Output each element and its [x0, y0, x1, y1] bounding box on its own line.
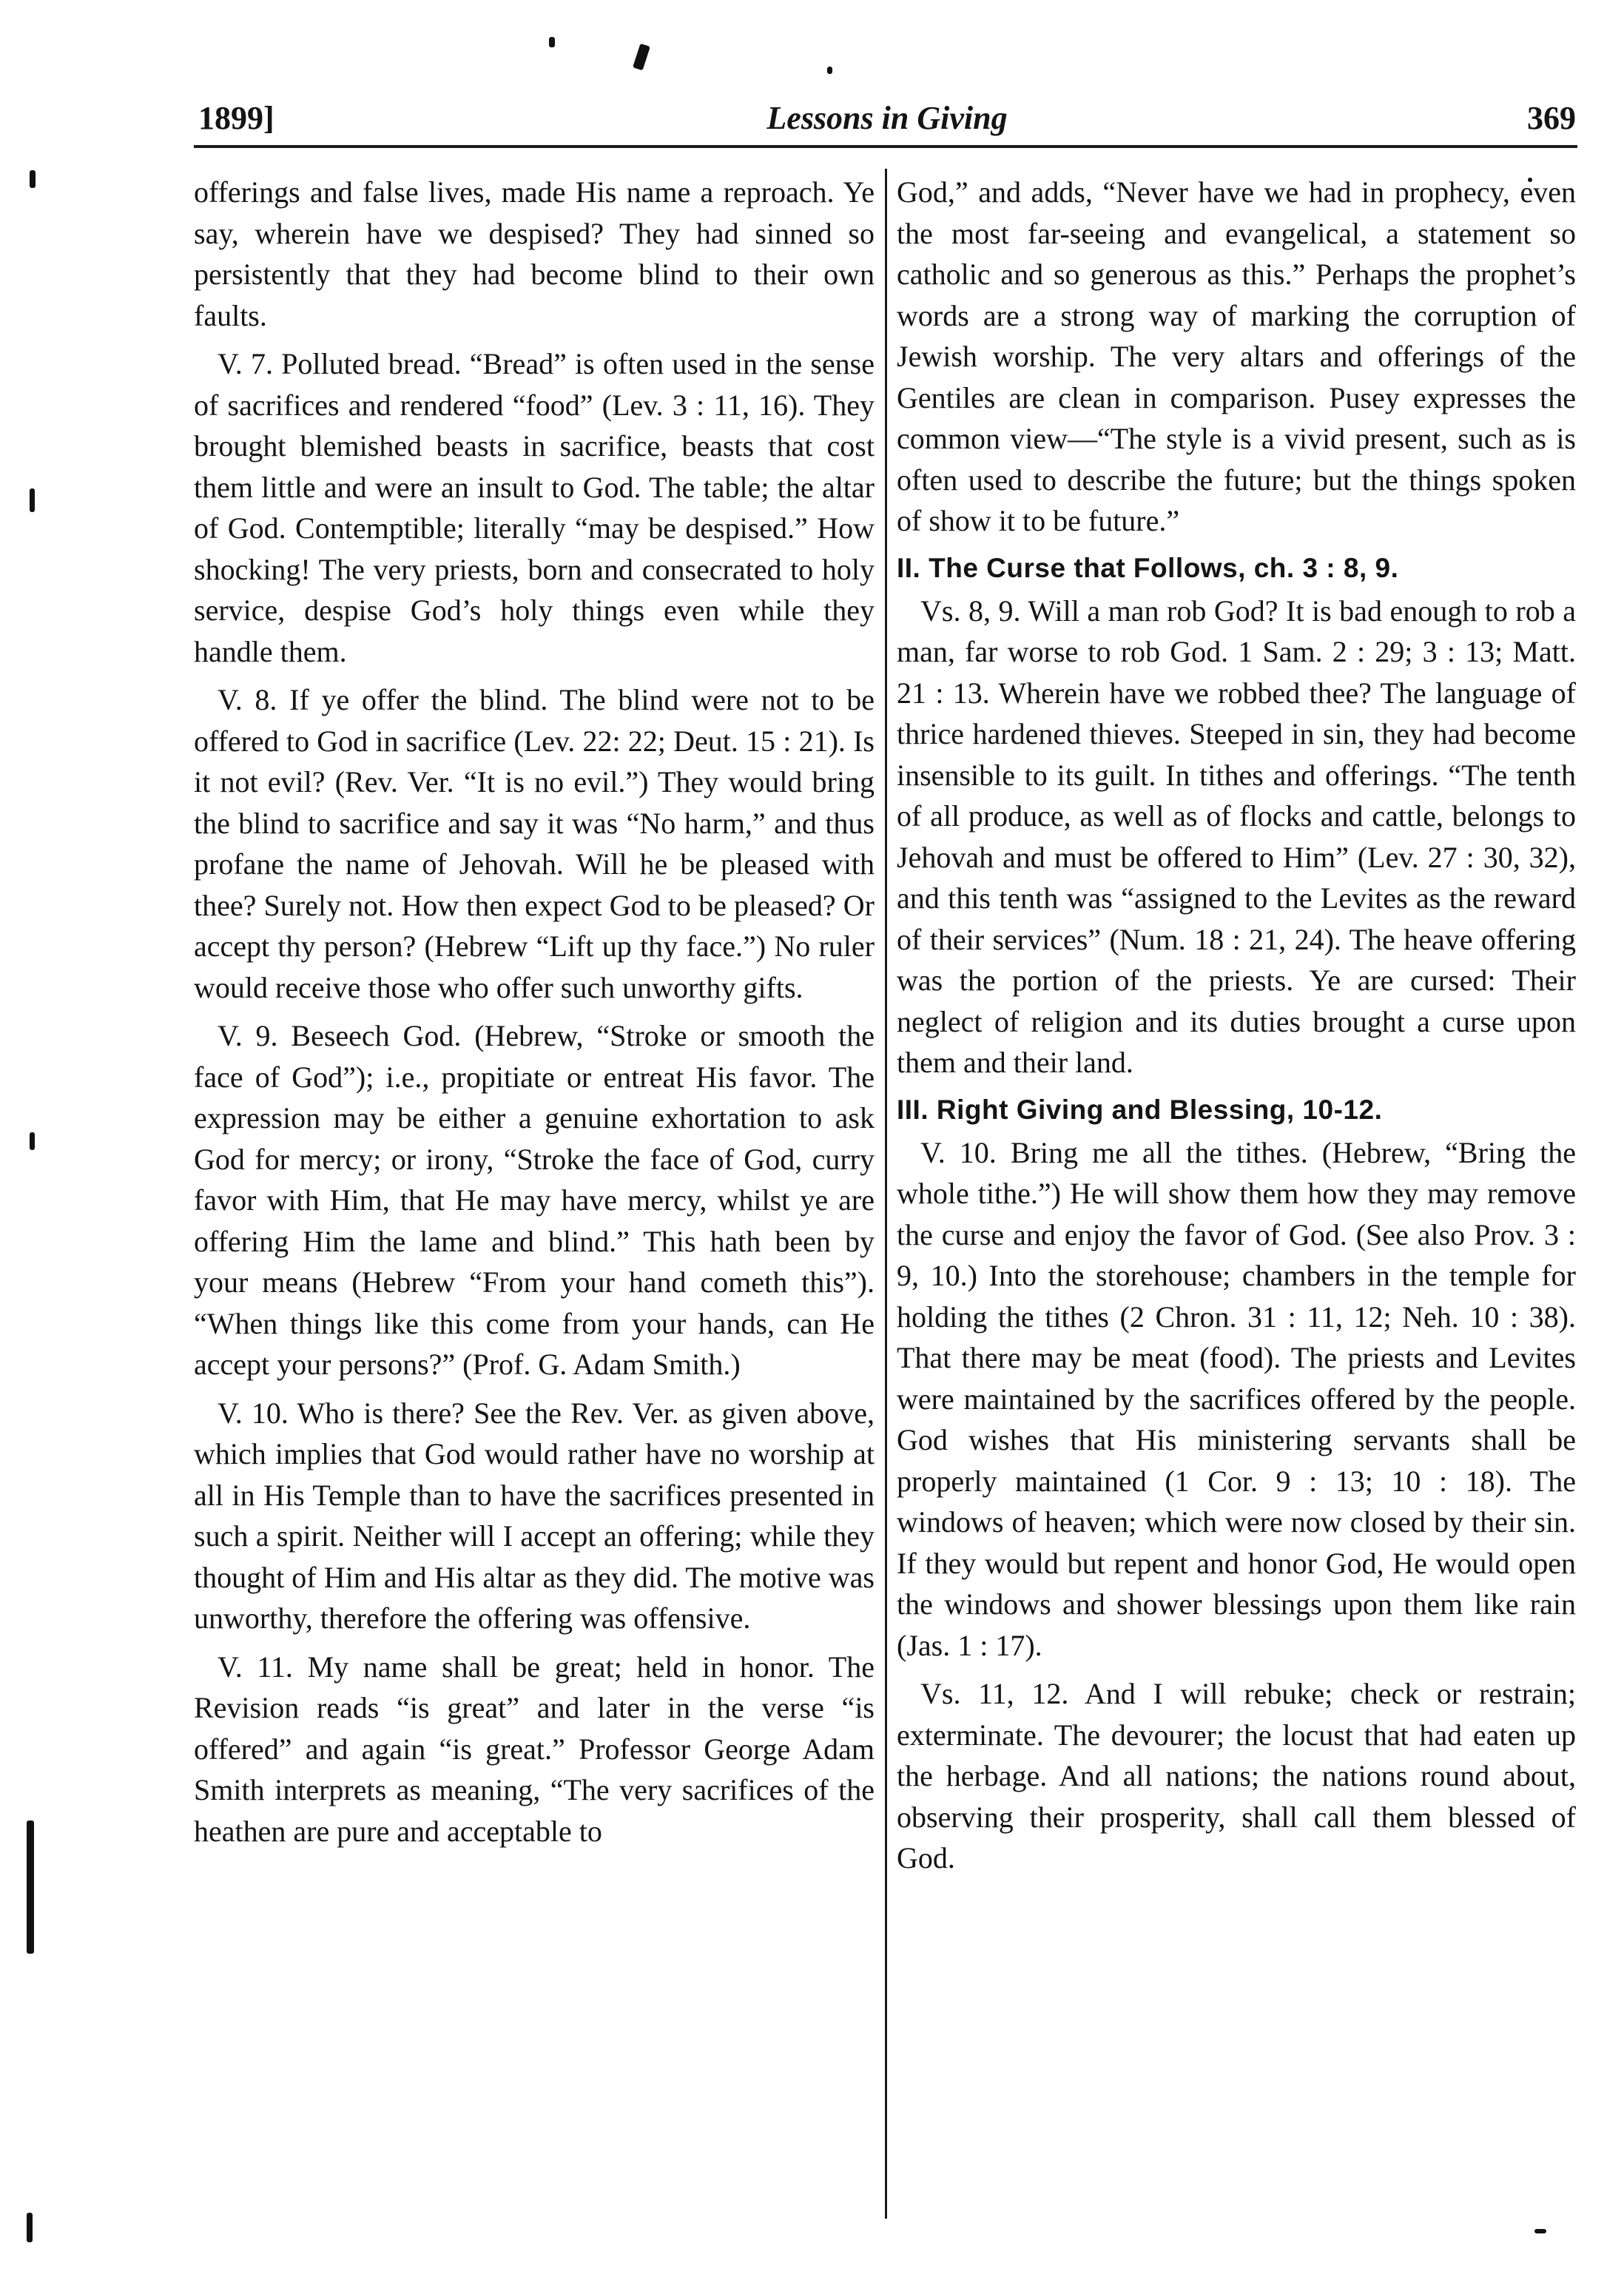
ink-speck: [30, 170, 36, 188]
ink-speck: [549, 37, 555, 47]
column-divider: [885, 169, 887, 2219]
paragraph: Vs. 8, 9. Will a man rob God? It is bad enough to rob a man, far worse to rob God. 1 Sam. 2 : 29; 3 : 13; Matt. 21 : 13. Wherein have we robbed thee? The language of thrice hardened thieves. Steeped in sin, they had become insensible to its guilt. In tithes and offerings. “The tenth of all produce, as well as of flocks and cattle, belongs to Jehovah and must be offered to Him” (Lev. 27 : 30, 32), and this tenth was “assigned to the Levites as the reward of their services” (Num. 18 : 21, 24). The heave offering was the portion of the priests. Ye are cursed: Their neglect of religion and its duties brought a curse upon them and their land.: [897, 594, 1576, 1079]
paragraph: V. 11. My name shall be great; held in honor. The Revision reads “is great” and later in the verse “is offered” and again “is great.” Professor George Adam Smith interprets as meaning, “The very sacrifices of the heathen are pure and acceptable to: [194, 1650, 875, 1848]
header-rule: [194, 145, 1577, 148]
paragraph: V. 7. Polluted bread. “Bread” is often used in the sense of sacrifices and rendered “food” (Lev. 3 : 11, 16). They brought blemished beasts in sacrifice, beasts that cost them little and were an insult to God. The table; the altar of God. Contemptible; literally “may be despised.” How shocking! The very priests, born and consecrated to holy service, despise God’s holy things even while they handle them.: [194, 347, 875, 668]
section-heading: III. Right Giving and Blessing, 10-12.: [897, 1094, 1383, 1125]
ink-speck: [633, 44, 650, 71]
paragraph: God,” and adds, “Never have we had in prophecy, even the most far-seeing and evangelical, a statement so catholic and so generous as this.” Perhaps the prophet’s words are a strong way of marking the corruption of Jewish worship. The very altars and offerings of the Gentiles are clean in comparison. Pusey expresses the common view—“The style is a vivid present, such as is often used to describe the future; but the things spoken of show it to be future.”: [897, 175, 1576, 537]
right-column: [897, 172, 1576, 1886]
ink-speck: [827, 67, 832, 74]
ink-speck: [1534, 2229, 1546, 2233]
ink-speck: [27, 1820, 34, 1954]
ink-speck: [30, 488, 35, 512]
paragraph: offerings and false lives, made His name a reproach. Ye say, wherein have we despised? They had sinned so persistently that they had become blind to their own faults.: [194, 175, 875, 332]
header-year: 1899]: [198, 100, 274, 136]
ink-speck: [30, 1132, 35, 1150]
section-heading: II. The Curse that Follows, ch. 3 : 8, 9.: [897, 552, 1399, 583]
ink-speck: [27, 2213, 33, 2242]
paragraph: V. 10. Bring me all the tithes. (Hebrew, “Bring the whole tithe.”) He will show them how they may remove the curse and enjoy the favor of God. (See also Prov. 3 : 9, 10.) Into the storehouse; chambers in the temple for holding the tithes (2 Chron. 31 : 11, 12; Neh. 10 : 38). That there may be meat (food). The priests and Levites were maintained by the sacrifices offered by the people. God wishes that His ministering servants shall be properly maintained (1 Cor. 9 : 13; 10 : 18). The windows of heaven; which were now closed by their sin. If they would but repent and honor God, He would open the windows and shower blessings upon them like rain (Jas. 1 : 17).: [897, 1135, 1576, 1662]
paragraph: Vs. 11, 12. And I will rebuke; check or restrain; exterminate. The devourer; the locust that had eaten up the herbage. And all nations; the nations round about, observing their prosperity, shall call them blessed of God.: [897, 1677, 1576, 1875]
header-title: Lessons in Giving: [766, 100, 1008, 136]
paragraph: V. 9. Beseech God. (Hebrew, “Stroke or smooth the face of God”); i.e., propitiate or entreat His favor. The expression may be either a genuine exhortation to ask God for mercy; or irony, “Stroke the face of God, curry favor with Him, that He may have mercy, whilst ye are offering Him the lame and blind.” This hath been by your means (Hebrew “From your hand cometh this”). “When things like this come from your hands, can He accept your persons?” (Prof. G. Adam Smith.): [194, 1019, 875, 1381]
paragraph: V. 10. Who is there? See the Rev. Ver. as given above, which implies that God would rather have no worship at all in His Temple than to have the sacrifices presented in such a spirit. Neither will I accept an offering; while they thought of Him and His altar as they did. The motive was unworthy, therefore the offering was offensive.: [194, 1396, 875, 1635]
running-header: [198, 89, 1576, 142]
paragraph: V. 8. If ye offer the blind. The blind were not to be offered to God in sacrifice (Lev. 22: 22; Deut. 15 : 21). Is it not evil? (Rev. Ver. “It is no evil.”) They would bring the blind to sacrifice and say it was “No harm,” and thus profane the name of Jehovah. Will he be pleased with thee? Surely not. How then expect God to be pleased? Or accept thy person? (Hebrew “Lift up thy face.”) No ruler would receive those who offer such unworthy gifts.: [194, 683, 875, 1004]
left-column: [194, 172, 875, 1859]
page-number: 369: [1527, 100, 1576, 136]
